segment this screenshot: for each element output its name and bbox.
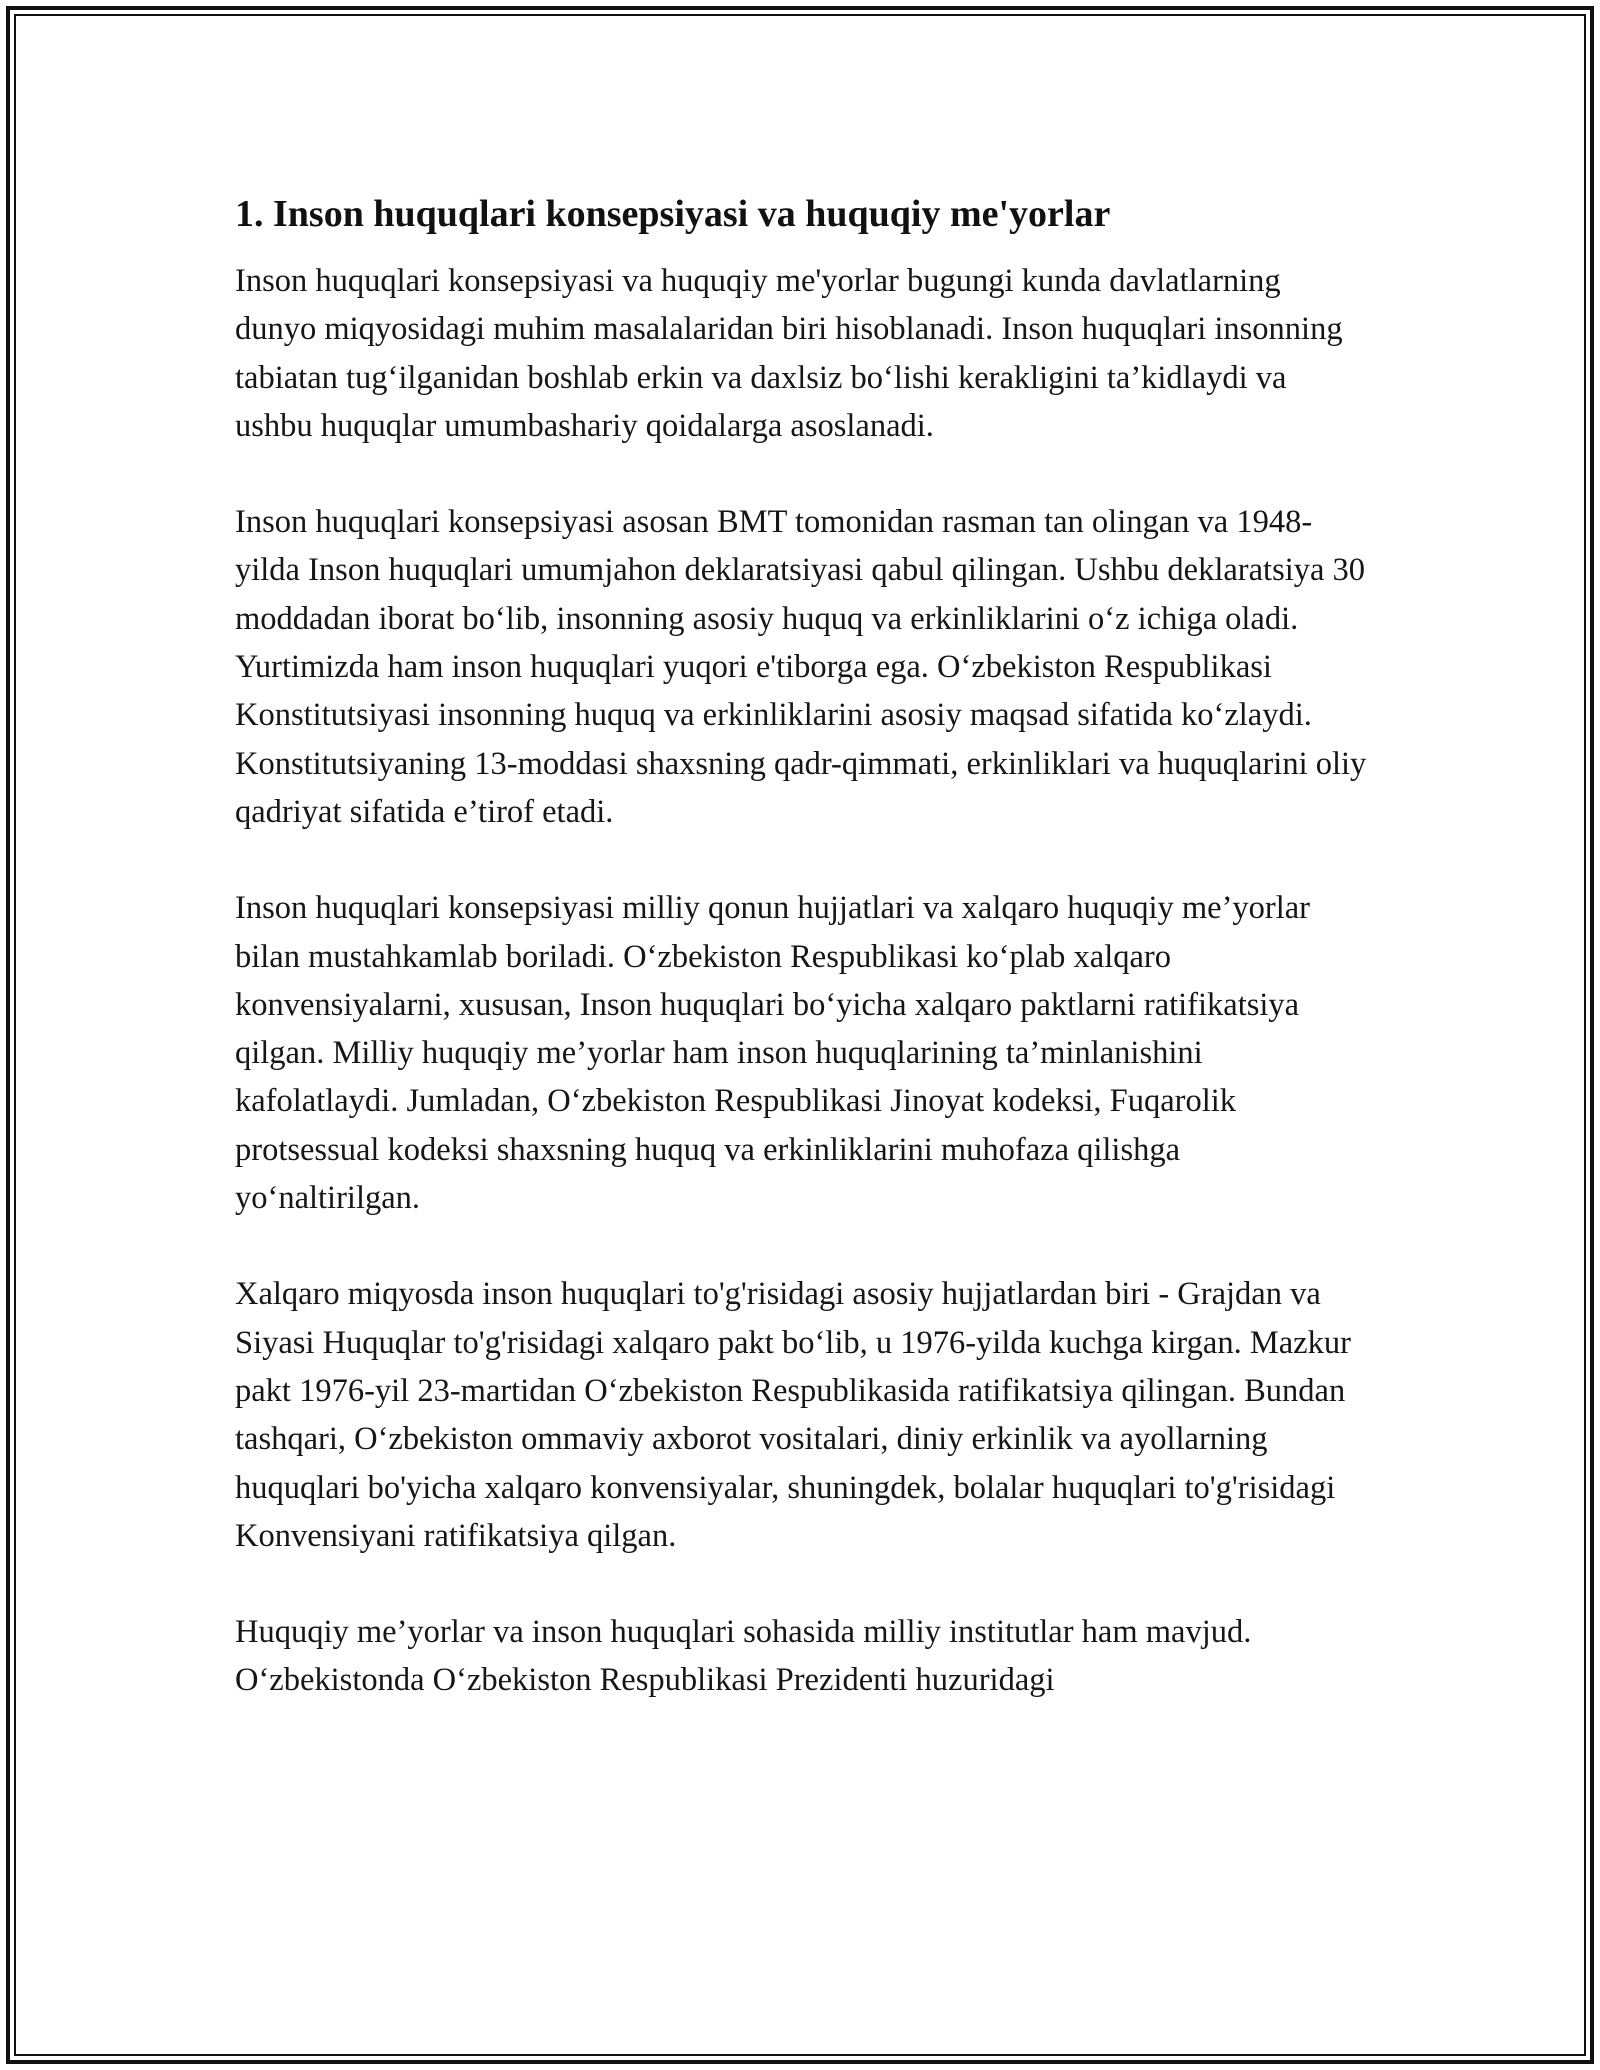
section-heading: 1. Inson huquqlari konsepsiyasi va huquqiy me'yorlar xyxy=(235,193,1111,235)
paragraph-5: Huquqiy me’yorlar va inson huquqlari sohasida milliy institutlar ham mavjud. O‘zbekistonda O‘zbekiston Respublikasi Prezidenti huzuridagi xyxy=(235,1614,1252,1699)
paragraph-3: Inson huquqlari konsepsiyasi milliy qonun hujjatlari va xalqaro huquqiy me’yorlar bilan mustahkamlab boriladi. O‘zbekiston Respublikasi ko‘plab xalqaro konvensiyalarni, xususan, Inson huquqlari bo‘yicha xalqaro paktlarni ratifikatsiya qilgan. Milliy huquqiy me’yorlar ham inson huquqlarining ta’minlanishini kafolatlaydi. Jumladan, O‘zbekiston Respublikasi Jinoyat kodeksi, Fuqarolik protsessual kodeksi shaxsning huquq va erkinliklarini muhofaza qilishga yo‘naltirilgan. xyxy=(235,890,1311,1217)
paragraph-2: Inson huquqlari konsepsiyasi asosan BMT tomonidan rasman tan olingan va 1948-yilda Inson huquqlari umumjahon deklaratsiyasi qabul qilingan. Ushbu deklaratsiya 30 moddadan iborat bo‘lib, insonning asosiy huquq va erkinliklarini o‘z ichiga oladi. Yurtimizda ham inson huquqlari yuqori e'tiborga ega. O‘zbekiston Respublikasi Konstitutsiyasi insonning huquq va erkinliklarini asosiy maqsad sifatida ko‘zlaydi. Konstitutsiyaning 13-moddasi shaxsning qadr-qimmati, erkinliklari va huquqlarini oliy qadriyat sifatida e’tirof etadi. xyxy=(235,504,1367,830)
document-body xyxy=(235,185,1370,1753)
paragraph-4: Xalqaro miqyosda inson huquqlari to'g'risidagi asosiy hujjatlardan biri - Grajdan va Siyasi Huquqlar to'g'risidagi xalqaro pakt bo‘lib, u 1976-yilda kuchga kirgan. Mazkur pakt 1976-yil 23-martidan O‘zbekiston Respublikasida ratifikatsiya qilingan. Bundan tashqari, O‘zbekiston ommaviy axborot vositalari, diniy erkinlik va ayollarning huquqlari bo'yicha xalqaro konvensiyalar, shuningdek, bolalar huquqlari to'g'risidagi Konvensiyani ratifikatsiya qilgan. xyxy=(235,1276,1351,1554)
paragraph-1: Inson huquqlari konsepsiyasi va huquqiy me'yorlar bugungi kunda davlatlarning dunyo miqyosidagi muhim masalalaridan biri hisoblanadi. Inson huquqlari insonning tabiatan tug‘ilganidan boshlab erkin va daxlsiz bo‘lishi kerakligini ta’kidlaydi va ushbu huquqlar umumbashariy qoidalarga asoslanadi. xyxy=(235,263,1343,444)
